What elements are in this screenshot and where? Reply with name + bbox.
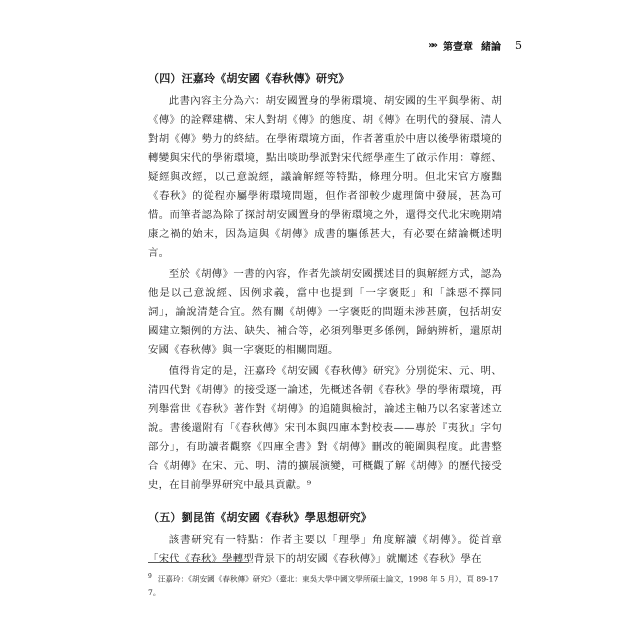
section-label: 緒論 — [481, 42, 501, 53]
paragraph: 此書內容主分為六：胡安國置身的學術環境、胡安國的生平與學術、胡《傳》的詮釋建構、宋人對胡《傳》的態度、胡《傳》在明代的發展、清人對胡《傳》勢力的終結。在學術環境方面，作者著重於中唐以後學術環境的轉變與宋代的學術環境，點出啖助學派對宋代經學產生了啟示作用：尊經、疑經與改經，以己意說經，議論解經等特點，條理分明。但北宋官方廢黜《春秋》的從程亦屬學術環境問題，但作者卻較少處理箇中發展，甚為可惜。而筆者認為除了探討胡安國置身的學術環境之外，還得交代北宋晚期靖康之禍的始末，因為這與《胡傳》成書的驅係甚大，有必要在緒論概述明言。 — [148, 95, 502, 259]
running-header — [428, 38, 522, 53]
footnote-text: 汪嘉玲：《胡安國《春秋傳》研究》（臺北：東吳大學中國文學所碩士論文，1998 年 5 月），頁 89-177。 — [148, 574, 499, 597]
footnote — [148, 570, 502, 599]
footnote-divider — [148, 562, 248, 563]
section-title-5: （五）劉昆笛《胡安國《春秋》學思想研究》 — [148, 511, 372, 524]
page-number: 5 — [515, 39, 522, 52]
section-title-4: （四）汪嘉玲《胡安國《春秋傳》研究》 — [148, 72, 350, 85]
main-text — [148, 66, 502, 571]
chevron-double-right-icon: »» — [428, 40, 435, 51]
footnote-number: 9 — [148, 573, 152, 580]
chapter-label: 第壹章 — [443, 42, 473, 53]
paragraph: 值得肯定的是，汪嘉玲《胡安國《春秋傳》研究》分別從宋、元、明、清四代對《胡傳》的接受逐一論述，先概述各朝《春秋》學的學術環境，再列舉當世《春秋》著作對《胡傳》的追隨與檢討，論述主軸乃以名家著述立說。書後還附有「《春秋傳》宋刊本與四庫本對校表——專於『夷狄』字句部分」，有助讀者觀察《四庫全書》對《胡傳》刪改的範圍與程度。此書整合《胡傳》在宋、元、明、清的擴展演變，可概觀了解《胡傳》的歷代接受史，在目前學界研究中最具貢獻。⁹ — [148, 365, 502, 491]
paragraph: 至於《胡傳》一書的內容，作者先談胡安國撰述目的與解經方式，認為他是以己意說經、因例求義，當中也提到「一字褒貶」和「誅惡不擇同詞」，論說清楚合宜。然有關《胡傳》一字褒貶的問題未涉甚廣，包括胡安國建立類例的方法、缺失、補合等，必須列舉更多係例，歸納辨析，還原胡安國《春秋傳》與一字褒貶的相關問題。 — [148, 268, 502, 356]
paragraph: 該書研究有一特點：作者主要以「理學」角度解讀《胡傳》。從首章「宋代《春秋》學轉型背景下的胡安國《春秋傳》」就闡述《春秋》學在 — [148, 534, 502, 565]
